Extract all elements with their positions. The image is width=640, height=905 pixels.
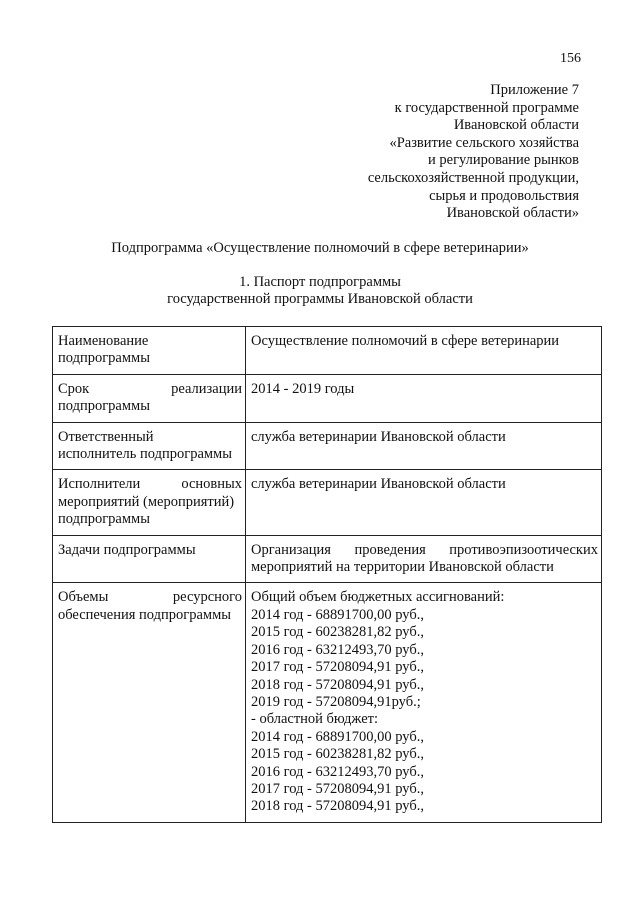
table-row (53, 583, 602, 822)
label-line: подпрограммы (58, 350, 150, 367)
label-line: исполнитель подпрограммы (58, 446, 232, 463)
label-line: обеспечения подпрограммы (58, 606, 232, 623)
value-line: 2015 год - 60238281,82 руб., (251, 746, 424, 763)
passport-heading (0, 274, 640, 308)
row-value (246, 327, 602, 375)
value-line: мероприятий на территории Ивановской области (251, 559, 554, 576)
row-label (53, 583, 246, 822)
label-line: мероприятий (мероприятий) (58, 493, 235, 510)
appendix-line: сырья и продовольствия (429, 187, 579, 204)
appendix-line: сельскохозяйственной продукции, (367, 169, 579, 186)
appendix-line: Ивановской области (453, 117, 579, 134)
appendix-line: «Развитие сельского хозяйства (389, 134, 579, 151)
label-line: Наименование (58, 333, 149, 349)
value-line: 2016 год - 63212493,70 руб., (251, 641, 424, 658)
row-label (53, 374, 246, 422)
label-line: Задачи подпрограммы (58, 541, 196, 558)
row-value (246, 374, 602, 422)
value-line: Осуществление полномочий в сфере ветеринарии (251, 333, 560, 349)
value-line: 2017 год - 57208094,91 руб., (251, 780, 424, 797)
value-line: 2016 год - 63212493,70 руб., (251, 763, 424, 780)
value-line: служба ветеринарии Ивановской области (251, 428, 506, 445)
passport-table (52, 326, 602, 823)
row-value (246, 583, 602, 822)
table-row (53, 470, 602, 535)
label-line: подпрограммы (58, 398, 150, 415)
row-label (53, 327, 246, 375)
subprogram-title: Подпрограмма «Осуществление полномочий в сфере ветеринарии» (111, 240, 529, 256)
row-value (246, 422, 602, 470)
label-line: подпрограммы (58, 511, 150, 528)
appendix-line: к государственной программе (394, 99, 579, 116)
appendix-line: Приложение 7 (490, 82, 579, 98)
appendix-block (368, 82, 579, 223)
row-label (53, 422, 246, 470)
value-line: 2014 год - 68891700,00 руб., (251, 728, 424, 745)
value-line: 2015 год - 60238281,82 руб., (251, 624, 424, 641)
row-value (246, 470, 602, 535)
value-line: 2018 год - 57208094,91 руб., (251, 798, 424, 815)
value-line: 2018 год - 57208094,91 руб., (251, 676, 424, 693)
label-line: Срок реализации (58, 380, 242, 397)
value-line: - областной бюджет: (251, 711, 379, 728)
row-value (246, 535, 602, 583)
row-label (53, 535, 246, 583)
page-number: 156 (560, 51, 581, 66)
appendix-line: и регулирование рынков (428, 152, 579, 169)
value-line: 2017 год - 57208094,91 руб., (251, 659, 424, 676)
value-line: Организация проведения противоэпизоотических (251, 541, 598, 558)
passport-heading-line2: государственной программы Ивановской области (167, 291, 473, 307)
value-line: 2014 год - 68891700,00 руб., (251, 606, 424, 623)
table-row (53, 327, 602, 375)
label-line: Объемы ресурсного (58, 589, 242, 606)
appendix-line: Ивановской области» (446, 205, 579, 222)
passport-heading-line1: 1. Паспорт подпрограммы (239, 274, 401, 290)
label-line: Ответственный (58, 428, 154, 445)
value-line: служба ветеринарии Ивановской области (251, 476, 506, 493)
label-line: Исполнители основных (58, 476, 242, 493)
value-line: Общий объем бюджетных ассигнований: (251, 589, 505, 606)
table-row (53, 374, 602, 422)
value-line: 2014 - 2019 годы (251, 380, 355, 397)
table-row (53, 422, 602, 470)
row-label (53, 470, 246, 535)
table-row (53, 535, 602, 583)
value-line: 2019 год - 57208094,91руб.; (251, 693, 421, 710)
